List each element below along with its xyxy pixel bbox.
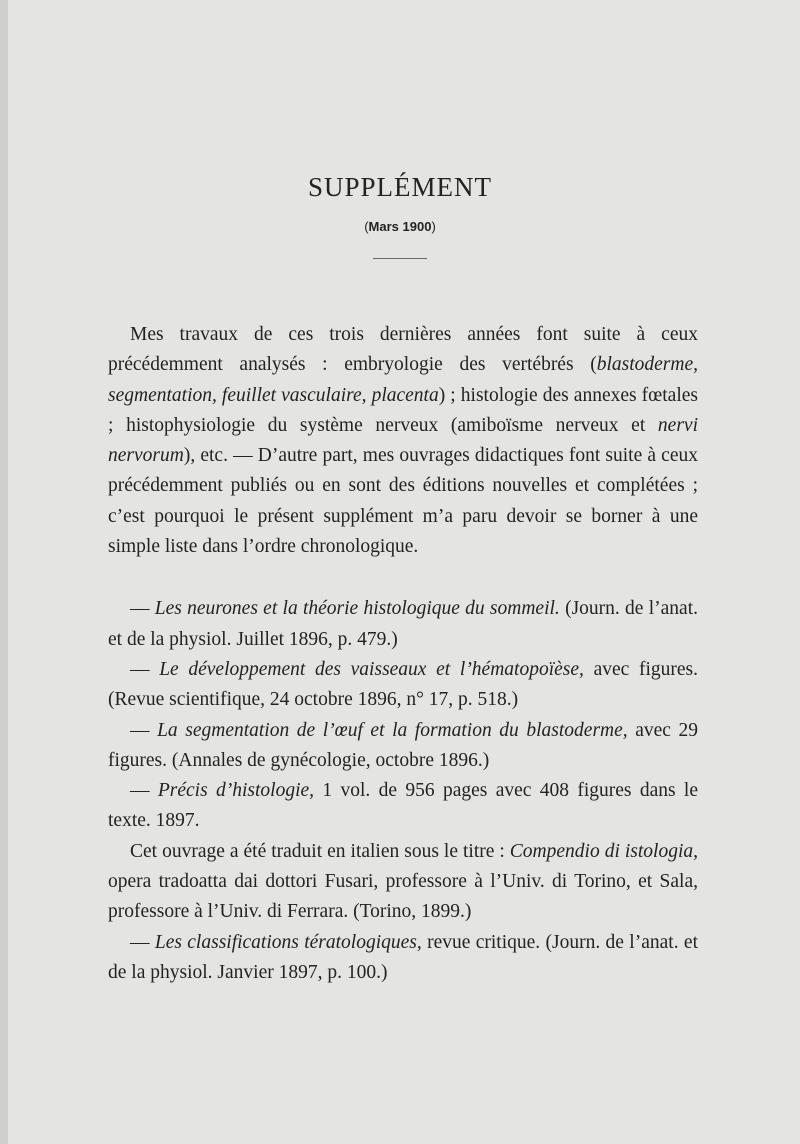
italic-title-text: blastoderme, segmentation, feuillet vasculaire, placenta — [108, 354, 698, 406]
bibliography-entry — [108, 776, 698, 837]
text-run: — — [130, 780, 158, 802]
bibliography-entry — [108, 594, 698, 655]
italic-title-text: Le développement des vaisseaux et l’hématopoïèse, — [159, 658, 584, 680]
body-text — [108, 320, 698, 988]
text-run: avec 29 figures. (Annales de gynécologie, octobre 1896.) — [108, 719, 699, 771]
text-run: Cet ouvrage a été traduit en italien sous le titre : — [130, 840, 510, 862]
bibliography-entry — [108, 928, 698, 989]
text-run: revue critique. (Journ. de l’anat. et de la physiol. Janvier 1897, p. 100.) — [108, 931, 698, 983]
text-run: opera tradoatta dai dottori Fusari, professore à l’Univ. di Torino, et Sala, professore à l’Univ. di Ferrara. (Torino, 1899.) — [108, 871, 698, 923]
text-run: Mes travaux de ces trois dernières années font suite à ceux précédemment analysés : embryologie des vertébrés ( — [108, 324, 698, 376]
italic-title-text: Précis d’histologie, — [157, 780, 315, 802]
text-run: avec figures. (Revue scientifique, 24 octobre 1896, n° 17, p. 518.) — [108, 658, 699, 711]
text-run: ) ; histologie des annexes fœtales ; histophysiologie du système nerveux (amiboïsme nerveux et — [108, 384, 698, 436]
italic-title-text: nervi nervorum — [108, 414, 698, 467]
italic-title-text: Les neurones et la théorie histologique du sommeil. — [154, 598, 560, 620]
text-run: — — [130, 931, 155, 953]
page-subtitle: (Mars 1900) — [364, 219, 436, 234]
bibliography-entry — [108, 837, 698, 928]
page-title: SUPPLÉMENT — [307, 172, 493, 202]
text-run: ), etc. — D’autre part, mes ouvrages didactiques font suite à ceux précédemment publiés ou en sont des éditions nouvelles et complétées ; c’est pourquoi le présent supplément m’a paru devoir se borner à une simple liste dans l’ordre chronologique. — [108, 445, 698, 558]
italic-title-text: Compendio di istologia, — [509, 840, 698, 862]
intro-paragraph — [108, 320, 698, 562]
text-run: — — [130, 719, 158, 741]
text-run: — — [130, 598, 155, 620]
italic-title-text: La segmentation de l’œuf et la formation du blastoderme, — [157, 719, 628, 741]
subtitle-date: Mars 1900 — [368, 219, 432, 234]
text-run: (Journ. de l’anat. et de la physiol. Juillet 1896, p. 479.) — [108, 598, 699, 650]
bibliography-list — [108, 594, 698, 988]
italic-title-text: Les classifications tératologiques, — [154, 931, 422, 953]
bibliography-entry — [108, 655, 698, 716]
title-divider — [373, 258, 427, 259]
bibliography-entry — [108, 716, 698, 777]
text-run: 1 vol. de 956 pages avec 408 figures dans le texte. 1897. — [108, 780, 698, 832]
text-run: — — [130, 658, 160, 680]
